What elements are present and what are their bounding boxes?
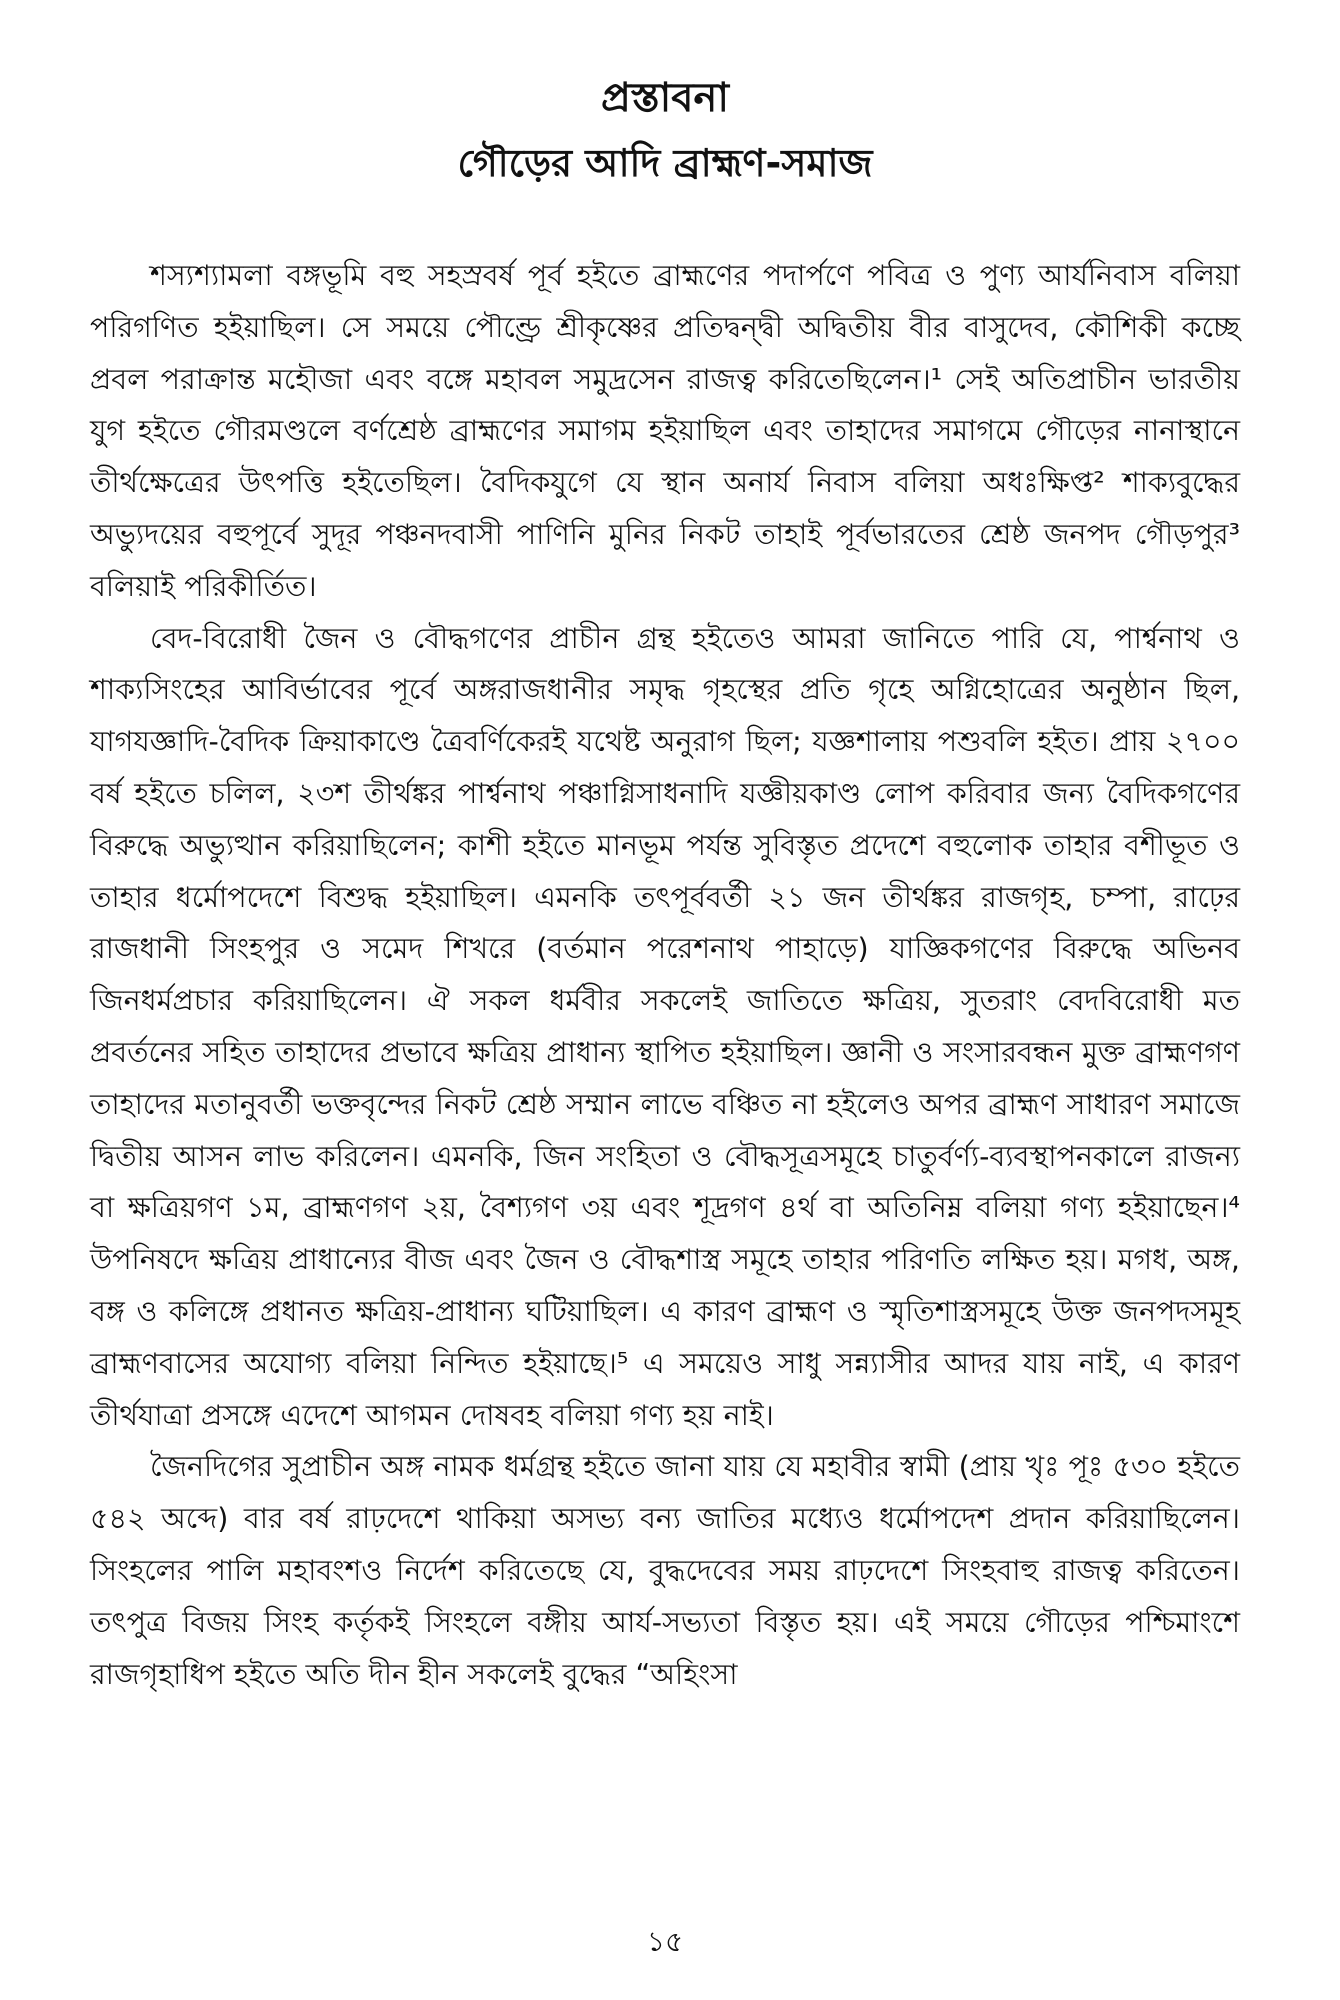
paragraph-2: বেদ-বিরোধী জৈন ও বৌদ্ধগণের প্রাচীন গ্রন্থ হইতেও আমরা জানিতে পারি যে, পার্শ্বনাথ ও শাক্যসিংহের আবির্ভাবের পূর্বে অঙ্গরাজধানীর সমৃদ্ধ গৃহস্থের প্রতি গৃহে অগ্নিহোত্রের অনুষ্ঠান ছিল, যাগযজ্ঞাদি-বৈদিক ক্রিয়াকাণ্ডে ত্রৈবর্ণিকেরই যথেষ্ট অনুরাগ ছিল; যজ্ঞশালায় পশুবলি হইত। প্রায় ২৭০০ বর্ষ হইতে চলিল, ২৩শ তীর্থঙ্কর পার্শ্বনাথ পঞ্চাগ্নিসাধনাদি যজ্ঞীয়কাণ্ড লোপ করিবার জন্য বৈদিকগণের বিরুদ্ধে অভ্যুত্থান করিয়াছিলেন; কাশী হইতে মানভূম পর্যন্ত সুবিস্তৃত প্রদেশে বহুলোক তাহার বশীভূত ও তাহার ধর্মোপদেশে বিশুদ্ধ হইয়াছিল। এমনকি তৎপূর্ববর্তী ২১ জন তীর্থঙ্কর রাজগৃহ, চম্পা, রাঢ়ের রাজধানী সিংহপুর ও সমেদ শিখরে (বর্তমান পরেশনাথ পাহাড়ে) যাজ্ঞিকগণের বিরুদ্ধে অভিনব জিনধর্মপ্রচার করিয়াছিলেন। ঐ সকল ধর্মবীর সকলেই জাতিতে ক্ষত্রিয়, সুতরাং বেদবিরোধী মত প্রবর্তনের সহিত তাহাদের প্রভাবে ক্ষত্রিয় প্রাধান্য স্থাপিত হইয়াছিল। জ্ঞানী ও সংসারবন্ধন মুক্ত ব্রাহ্মণগণ তাহাদের মতানুবর্তী ভক্তবৃন্দের নিকট শ্রেষ্ঠ সম্মান লাভে বঞ্চিত না হইলেও অপর ব্রাহ্মণ সাধারণ সমাজে দ্বিতীয় আসন লাভ করিলেন। এমনকি, জিন সংহিতা ও বৌদ্ধসূত্রসমূহে চাতুর্বর্ণ্য-ব্যবস্থাপনকালে রাজন্য বা ক্ষত্রিয়গণ ১ম, ব্রাহ্মণগণ ২য়, বৈশ্যগণ ৩য় এবং শূদ্রগণ ৪র্থ বা অতিনিম্ন বলিয়া গণ্য হইয়াছেন।⁴ উপনিষদে ক্ষত্রিয় প্রাধান্যের বীজ এবং জৈন ও বৌদ্ধশাস্ত্র সমূহে তাহার পরিণতি লক্ষিত হয়। মগধ, অঙ্গ, বঙ্গ ও কলিঙ্গে প্রধানত ক্ষত্রিয়-প্রাধান্য ঘটিয়াছিল। এ কারণ ব্রাহ্মণ ও স্মৃতিশাস্ত্রসমূহে উক্ত জনপদসমূহ ব্রাহ্মণবাসের অযোগ্য বলিয়া নিন্দিত হইয়াছে।⁵ এ সময়েও সাধু সন্ন্যাসীর আদর যায় নাই, এ কারণ তীর্থযাত্রা প্রসঙ্গে এদেশে আগমন দোষবহ বলিয়া গণ্য হয় নাই। xyxy=(90,621,1240,1432)
body-text xyxy=(90,250,1240,1700)
book-page xyxy=(90,70,1240,1960)
chapter-heading: প্রস্তাবনা xyxy=(601,75,729,121)
paragraph-3: জৈনদিগের সুপ্রাচীন অঙ্গ নামক ধর্মগ্রন্থ হইতে জানা যায় যে মহাবীর স্বামী (প্রায় খৃঃ পূঃ ৫৩০ হইতে ৫৪২ অব্দে) বার বর্ষ রাঢ়দেশে থাকিয়া অসভ্য বন্য জাতির মধ্যেও ধর্মোপদেশ প্রদান করিয়াছিলেন। সিংহলের পালি মহাবংশও নির্দেশ করিতেছে যে, বুদ্ধদেবের সময় রাঢ়দেশে সিংহবাহু রাজত্ব করিতেন। তৎপুত্র বিজয় সিংহ কর্তৃকই সিংহলে বঙ্গীয় আর্য-সভ্যতা বিস্তৃত হয়। এই সময়ে গৌড়ের পশ্চিমাংশে রাজগৃহাধিপ হইতে অতি দীন হীন সকলেই বুদ্ধের “অহিংসা xyxy=(90,1450,1240,1691)
paragraph-1: শস্যশ্যামলা বঙ্গভূমি বহু সহস্রবর্ষ পূর্ব হইতে ব্রাহ্মণের পদার্পণে পবিত্র ও পুণ্য আর্যনিবাস বলিয়া পরিগণিত হইয়াছিল। সে সময়ে পৌণ্ড্রে শ্রীকৃষ্ণের প্রতিদ্বন্দ্বী অদ্বিতীয় বীর বাসুদেব, কৌশিকী কচ্ছে প্রবল পরাক্রান্ত মহৌজা এবং বঙ্গে মহাবল সমুদ্রসেন রাজত্ব করিতেছিলেন।¹ সেই অতিপ্রাচীন ভারতীয় যুগ হইতে গৌরমণ্ডলে বর্ণশ্রেষ্ঠ ব্রাহ্মণের সমাগম হইয়াছিল এবং তাহাদের সমাগমে গৌড়ের নানাস্থানে তীর্থক্ষেত্রের উৎপত্তি হইতেছিল। বৈদিকযুগে যে স্থান অনার্য নিবাস বলিয়া অধঃক্ষিপ্ত² শাক্যবুদ্ধের অভ্যুদয়ের বহুপূর্বে সুদূর পঞ্চনদবাসী পাণিনি মুনির নিকট তাহাই পূর্বভারতের শ্রেষ্ঠ জনপদ গৌড়পুর³ বলিয়াই পরিকীর্তিত। xyxy=(90,259,1240,603)
page-number: ১৫ xyxy=(646,1925,684,1958)
chapter-subheading: গৌড়ের আদি ব্রাহ্মণ-সমাজ xyxy=(457,141,873,185)
